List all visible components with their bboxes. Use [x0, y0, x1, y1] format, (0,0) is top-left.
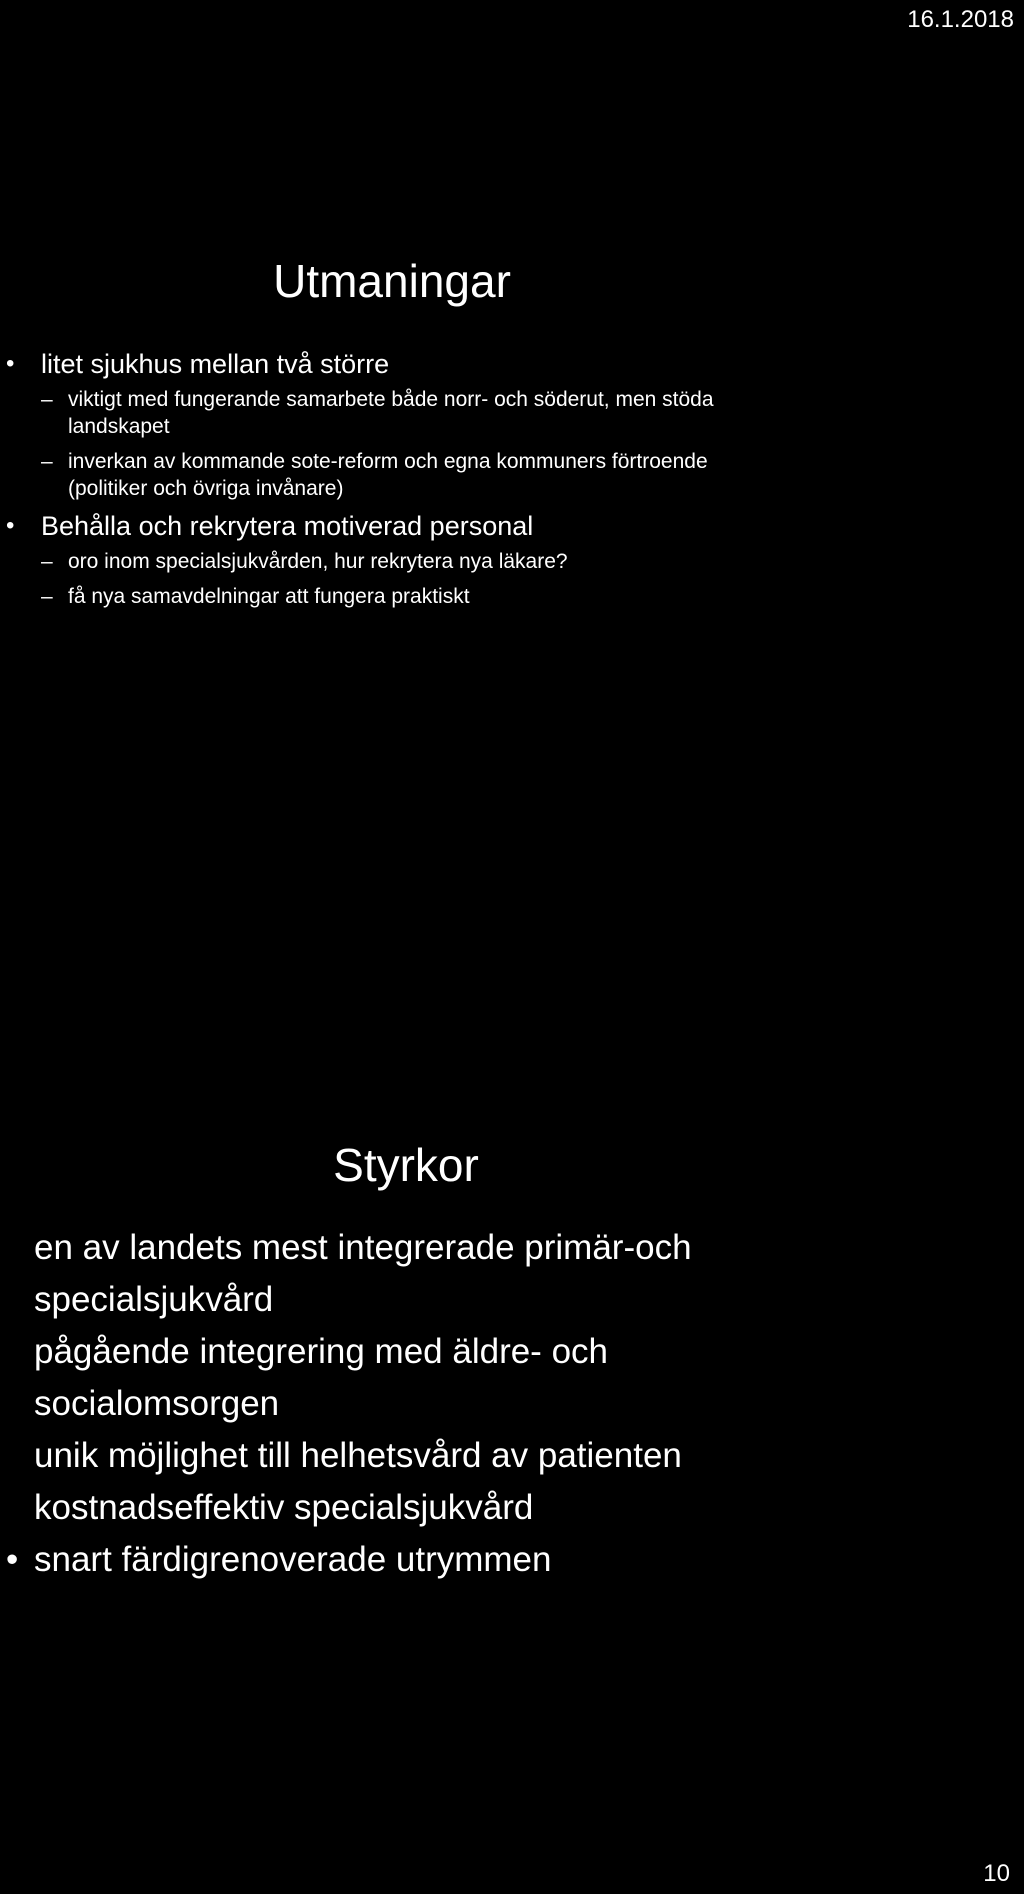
- list-item-text: unik möjlighet till helhetsvård av patienten: [34, 1436, 682, 1475]
- sub-list-item: [41, 548, 788, 575]
- list-item-text: en av landets mest integrerade primär-och specialsjukvård: [34, 1228, 692, 1319]
- list-item-text: kostnadseffektiv specialsjukvård: [34, 1488, 534, 1527]
- list-item: [0, 510, 790, 610]
- slide-title-styrkor: Styrkor: [333, 1139, 479, 1191]
- list-item-text: litet sjukhus mellan två större: [41, 349, 390, 379]
- sub-list-item: [41, 583, 788, 610]
- dash-icon: –: [41, 388, 53, 411]
- sub-list-item-text: inverkan av kommande sote-reform och egna kommuners förtroende (politiker och övriga invånare): [68, 450, 708, 500]
- list-item-text: snart färdigrenoverade utrymmen: [34, 1540, 552, 1579]
- sub-list: [41, 386, 790, 502]
- dash-icon: –: [41, 585, 53, 608]
- styrkor-bullet-list: [0, 1222, 800, 1586]
- list-item: [0, 1534, 800, 1586]
- list-item: [0, 348, 790, 502]
- sub-list-item-text: viktigt med fungerande samarbete både norr- och söderut, men stöda landskapet: [68, 388, 714, 438]
- dash-icon: –: [41, 450, 53, 473]
- bullet-icon: •: [6, 350, 15, 377]
- dash-icon: –: [41, 550, 53, 573]
- list-item-text: Behålla och rekrytera motiverad personal: [41, 511, 534, 541]
- slide-title-utmaningar: Utmaningar: [273, 255, 511, 307]
- list-item: [0, 1326, 800, 1430]
- utmaningar-bullet-list: [0, 348, 790, 618]
- sub-list-item-text: oro inom specialsjukvården, hur rekrytera nya läkare?: [68, 550, 568, 573]
- list-item: [0, 1222, 800, 1326]
- sub-list-item-text: få nya samavdelningar att fungera praktiskt: [68, 585, 470, 608]
- bullet-icon: •: [6, 1540, 19, 1579]
- bullet-icon: •: [6, 512, 15, 539]
- sub-list-item: [41, 448, 788, 502]
- list-item: [0, 1430, 800, 1482]
- list-item: [0, 1482, 800, 1534]
- sub-list: [41, 548, 790, 610]
- page-number: 10: [983, 1860, 1010, 1887]
- page-date: 16.1.2018: [907, 6, 1014, 33]
- list-item-text: pågående integrering med äldre- och socialomsorgen: [34, 1332, 608, 1423]
- sub-list-item: [41, 386, 788, 440]
